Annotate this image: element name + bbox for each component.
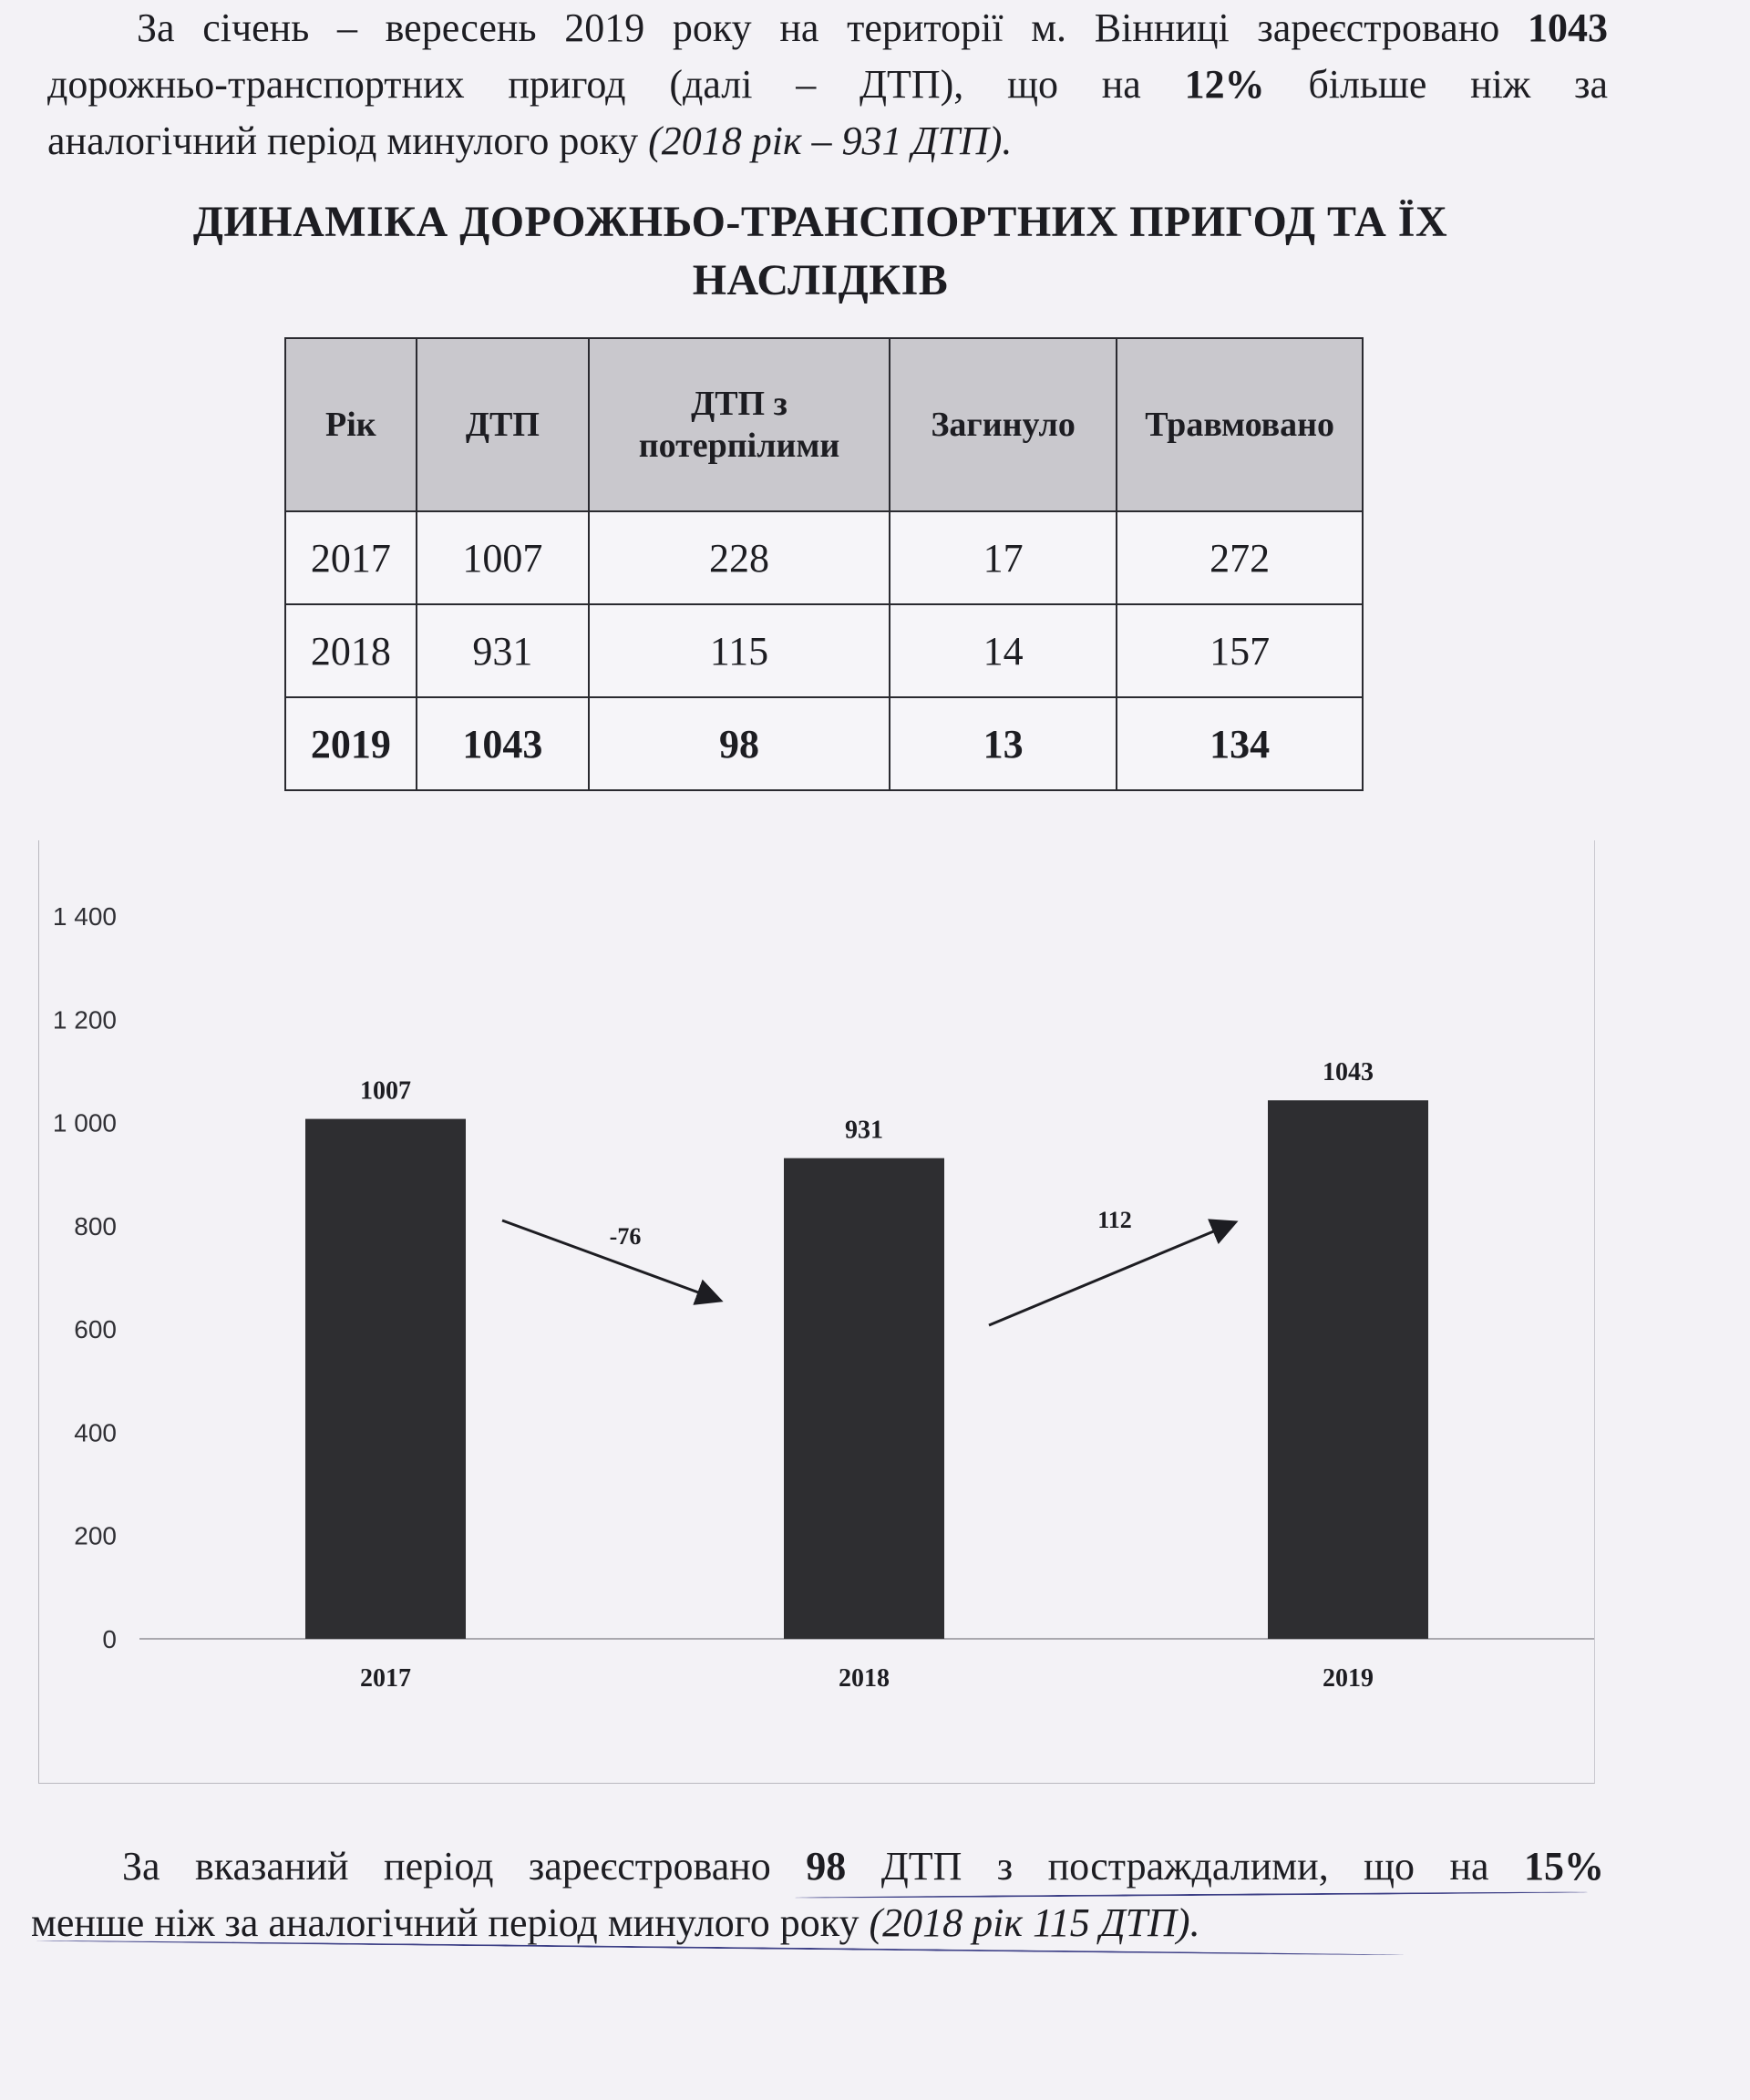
increase-percent: 12%: [1184, 62, 1265, 107]
total-accidents: 1043: [1528, 5, 1608, 50]
y-tick-label: 800: [74, 1211, 117, 1240]
table-cell: 13: [890, 697, 1117, 790]
table-cell: 931: [417, 604, 589, 697]
y-tick-label: 1 200: [52, 1005, 117, 1035]
y-tick-label: 1 400: [52, 902, 117, 931]
table-cell: 2019: [285, 697, 417, 790]
y-axis-tick-labels: [53, 902, 117, 1653]
table-row: [285, 511, 1363, 604]
x-tick-label: 2017: [360, 1664, 411, 1693]
x-axis-tick-labels: [360, 1664, 1374, 1693]
y-tick-label: 1 000: [52, 1108, 117, 1138]
victim-accidents-count: 98: [806, 1844, 847, 1889]
bar-2018: [784, 1158, 944, 1639]
bars: [305, 1100, 1428, 1639]
table-cell: 115: [589, 604, 890, 697]
table-cell: 17: [890, 511, 1117, 604]
col-injured: Травмовано: [1117, 338, 1363, 511]
bar-value-label: 1043: [1323, 1058, 1374, 1087]
table-cell: 14: [890, 604, 1117, 697]
y-tick-label: 400: [74, 1418, 117, 1447]
table-row: [285, 697, 1363, 790]
outro-line-1: За вказаний період зареєстровано 98 ДТП з постраждалими, що на 15%: [122, 1844, 1604, 1889]
table-cell: 2018: [285, 604, 417, 697]
previous-year-victims-note: (2018 рік 115 ДТП).: [869, 1900, 1200, 1945]
table-cell: 134: [1117, 697, 1363, 790]
table-cell: 1007: [417, 511, 589, 604]
previous-year-note: (2018 рік – 931 ДТП).: [648, 118, 1013, 163]
bar-2019: [1268, 1100, 1428, 1639]
intro-paragraph: [47, 0, 1608, 170]
bar-data-labels: [360, 1058, 1374, 1144]
y-tick-label: 600: [74, 1315, 117, 1344]
col-killed: Загинуло: [890, 338, 1117, 511]
table-cell: 272: [1117, 511, 1363, 604]
section-title-line-1: ДИНАМІКА ДОРОЖНЬО-ТРАНСПОРТНИХ ПРИГОД ТА ЇХ: [192, 198, 1448, 246]
table-row: [285, 604, 1363, 697]
bar-value-label: 1007: [360, 1076, 411, 1106]
change-arrow: [989, 1223, 1233, 1325]
table-header-row: [285, 338, 1363, 511]
intro-line-3: аналогічний період минулого року (2018 рік – 931 ДТП).: [47, 118, 1013, 163]
x-tick-label: 2018: [839, 1664, 890, 1693]
outro-paragraph: [31, 1838, 1604, 1951]
table-cell: 157: [1117, 604, 1363, 697]
x-tick-label: 2019: [1323, 1664, 1374, 1693]
y-tick-label: 0: [102, 1625, 117, 1653]
accident-stats-table: [284, 337, 1364, 791]
col-accidents: ДТП: [417, 338, 589, 511]
y-tick-label: 200: [74, 1521, 117, 1550]
outro-line-2: менше ніж за аналогічний період минулого року (2018 рік 115 ДТП).: [31, 1900, 1200, 1945]
change-label: 112: [1097, 1207, 1132, 1233]
col-accidents-with-victims: ДТП з потерпілими: [589, 338, 890, 511]
bar-value-label: 931: [845, 1116, 883, 1145]
decrease-percent: 15%: [1524, 1844, 1604, 1889]
accidents-bar-chart: [38, 840, 1595, 1784]
table-cell: 98: [589, 697, 890, 790]
table-cell: 2017: [285, 511, 417, 604]
section-title-line-2: НАСЛІДКІВ: [692, 256, 949, 304]
col-year: Рік: [285, 338, 417, 511]
change-label: -76: [609, 1223, 642, 1250]
section-title: [128, 193, 1513, 310]
bar-2017: [305, 1119, 466, 1639]
intro-line-1: За січень – вересень 2019 року на території м. Вінниці зареєстровано 1043: [137, 5, 1608, 50]
chart-canvas: [39, 840, 1594, 1783]
table-cell: 1043: [417, 697, 589, 790]
table-cell: 228: [589, 511, 890, 604]
intro-line-2: дорожньо-транспортних пригод (далі – ДТП), що на 12% більше ніж за: [47, 62, 1608, 107]
